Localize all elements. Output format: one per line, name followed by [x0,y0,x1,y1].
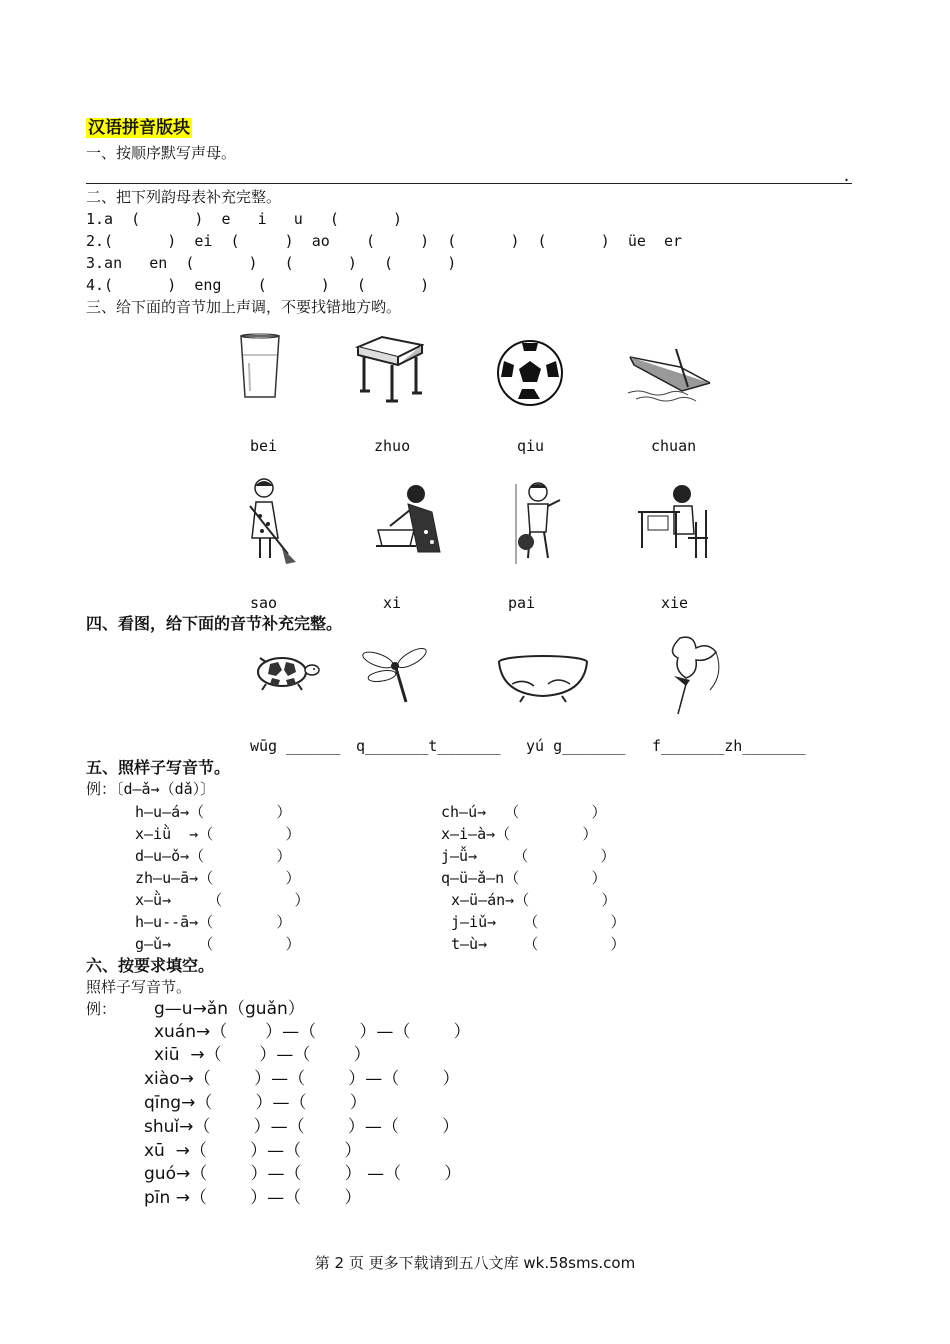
sec5-right-1: ch—ú→ （ ） [441,803,607,821]
fill-wugui[interactable]: wūg ______ [250,737,341,755]
sec5-right-6: j—iǔ→ （ ） [451,913,626,931]
dragonfly-icon [360,646,430,708]
boat-icon [626,343,712,405]
pinyin-xi: xi [383,594,402,612]
sec6-row-5: shuǐ→（ ）—（ ）—（ ） [144,1117,460,1137]
sec6-title: 六、按要求填空。 [86,956,215,975]
sec6-row-3: xiào→（ ）—（ ）—（ ） [144,1069,460,1089]
final-row-4: 4.( ) eng ( ) ( ) [86,276,430,294]
sec6-row-1: xuán→（ ）—（ ）—（ ） [154,1022,471,1042]
sec5-right-4: q—ü—ǎ—n（ ） [441,869,607,887]
girl-washing-icon [374,482,454,562]
sec6-example: g—u→ǎn（guǎn） [154,999,305,1019]
sec6-row-8: pīn →（ ）—（ ） [144,1188,362,1208]
line-end-dot: . [842,167,852,185]
fill-yugang[interactable]: yú g_______ [526,737,626,755]
sec5-left-1: h—u—á→（ ） [135,803,292,821]
section-heading: 汉语拼音版块 [88,118,190,138]
sec2-title: 二、把下列韵母表补充完整。 [86,188,282,206]
pinyin-pai: pai [508,594,536,612]
fishbowl-icon [494,654,592,704]
sec4-title: 四、看图，给下面的音节补充完整。 [86,614,343,633]
fill-qingting[interactable]: q_______t_______ [356,737,501,755]
page-footer: 第 2 页 更多下载请到五八文库 wk.58sms.com [314,1254,636,1272]
sec6-row-4: qīng→（ ）—（ ） [144,1093,367,1113]
boy-bouncing-ball-icon [510,480,570,566]
girl-sweeping-icon [240,476,298,566]
sec5-left-4: zh—u—ā→（ ） [135,869,301,887]
sec5-title: 五、照样子写音节。 [86,758,231,777]
fill-fengzheng[interactable]: f_______zh_______ [652,737,806,755]
boy-writing-icon [634,482,714,564]
sec1-title: 一、按顺序默写声母。 [86,144,237,162]
soccer-ball-icon [496,339,564,407]
answer-line [86,183,852,184]
kite-icon [660,634,726,718]
pinyin-bei: bei [250,437,278,455]
sec5-left-2: x—iǜ →（ ） [135,825,301,843]
pinyin-xie: xie [661,594,689,612]
turtle-icon [246,650,320,692]
pinyin-chuan: chuan [651,437,697,455]
sec5-left-6: h—u--ā→（ ） [135,913,292,931]
pinyin-qiu: qiu [517,437,545,455]
glass-icon [238,333,282,401]
sec6-row-6: xū →（ ）—（ ） [144,1141,362,1161]
sec5-left-5: x—ǜ→ （ ） [135,891,310,909]
sec5-right-7: t—ù→ （ ） [451,935,626,953]
pinyin-zhuo: zhuo [374,437,411,455]
final-row-2: 2.( ) ei ( ) ao ( ) ( ) ( ) üe er [86,232,683,250]
sec3-title: 三、给下面的音节加上声调，不要找错地方哟。 [86,298,402,316]
sec5-right-3: j—ǚ→ （ ） [441,847,616,865]
sec5-example: 例：〔d—ǎ→（dǎ）〕 [86,780,216,798]
desk-icon [352,335,424,405]
sec6-subtitle: 照样子写音节。 [86,978,192,996]
sec5-right-2: x—i—à→（ ） [441,825,598,843]
sec6-row-7: guó→（ ）—（ ） —（ ） [144,1164,462,1184]
final-row-3: 3.an en ( ) ( ) ( ) [86,254,457,272]
sec5-left-3: d—u—ǒ→（ ） [135,847,292,865]
pinyin-sao: sao [250,594,278,612]
sec6-example-prefix: 例： [86,1000,117,1018]
sec5-right-5: x—ü—án→（ ） [451,891,617,909]
sec6-row-2: xiū →（ ）—（ ） [154,1045,371,1065]
final-row-1: 1.a ( ) e i u ( ) [86,210,403,228]
sec5-left-7: g—ǔ→ （ ） [135,935,301,953]
